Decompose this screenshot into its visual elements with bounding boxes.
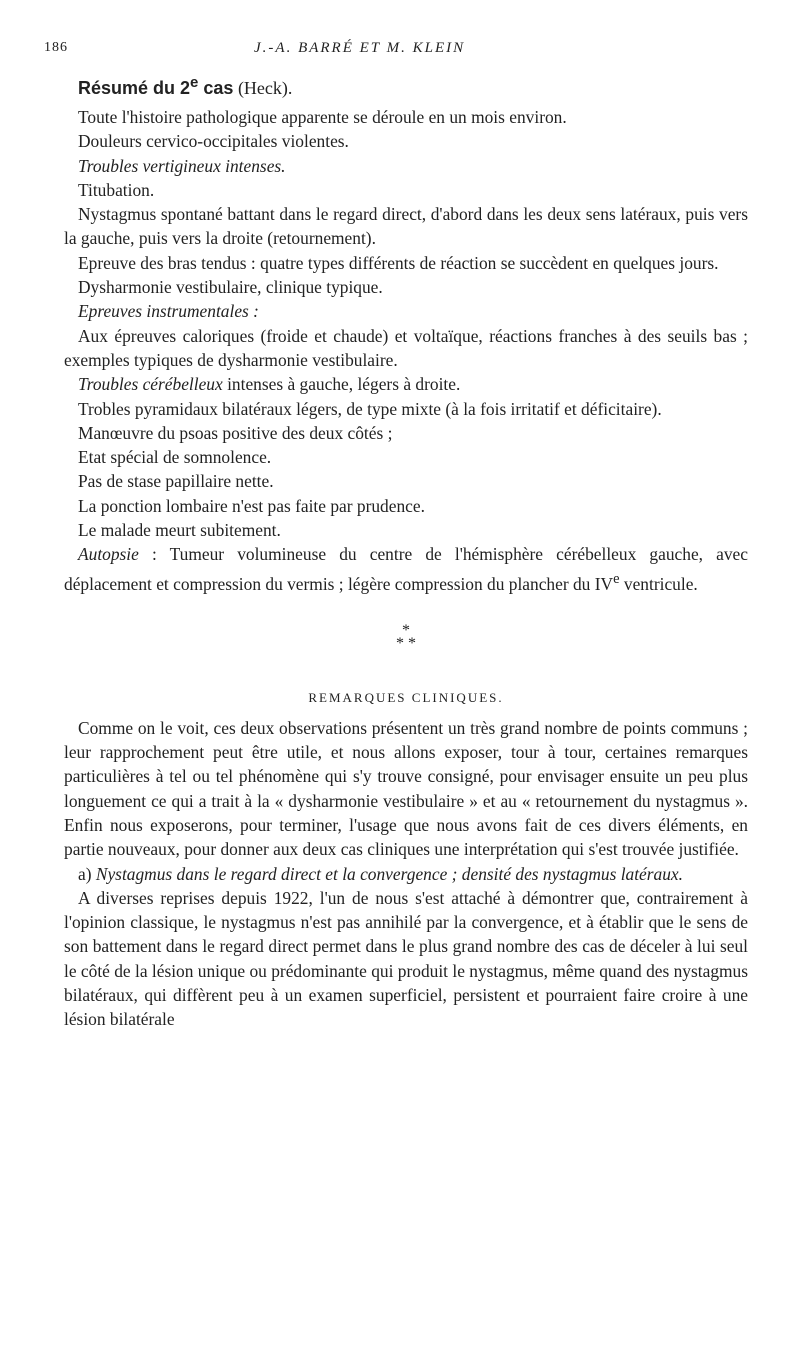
subsection-heading <box>64 862 748 886</box>
page-number: 186 <box>44 40 68 55</box>
asterism-ornament <box>64 621 748 652</box>
paragraph: Douleurs cervico-occipitales violentes. <box>78 131 349 152</box>
italic-lead: Autopsie <box>78 544 139 565</box>
paragraph: A diverses reprises depuis 1922, l'un de nous s'est attaché à démontrer que, contrairement à l'opinion classique, le nystagmus n'est pas annihilé par la convergence, et à établir que le sens de son battement dans le regard direct permet dans le plus grand nombre des cas de déceler à lui seul le côté de la lésion unique ou prédominante qui produit le nystagmus, même quand des nystagmus bilatéraux, qui diffèrent peu à un examen superficiel, persistent et pourraient faire croire à une lésion bilatérale <box>64 887 748 1030</box>
paragraph <box>64 372 748 396</box>
subsection-title: Nystagmus dans le regard direct et la convergence ; densité des nystagmus latéraux. <box>91 863 683 884</box>
paragraph: Manœuvre du psoas positive des deux côtés ; <box>78 422 393 443</box>
summary-heading-text: Résumé du 2 <box>78 78 191 98</box>
paragraph: Toute l'histoire pathologique apparente se déroule en un mois environ. <box>78 107 567 127</box>
paragraph: Titubation. <box>78 179 155 200</box>
paragraph: Aux épreuves caloriques (froide et chaude) et voltaïque, réactions franches à des seuils bas ; exemples typiques de dysharmonie vestibulaire. <box>64 325 748 370</box>
paragraph <box>64 542 748 595</box>
paragraph: Comme on le voit, ces deux observations présentent un très grand nombre de points communs ; leur rapprochement peut être utile, et nous allons exposer, tour à tour, certaines remarques particulières à tel ou tel phénomène qui s'y trouve consigné, pour envisager ensuite un peu plus longuement ce qui a trait à la « dysharmonie vestibulaire » et au « retournement du nystagmus ». Enfin nous exposerons, pour terminer, l'usage que nous avons fait de ces divers éléments, en partie nouveaux, pour donner aux deux cas cliniques une interprétation qui s'est trouvée justifiée. <box>64 717 748 860</box>
subsection-label: a) <box>78 863 92 884</box>
paragraph: Le malade meurt subitement. <box>78 520 281 541</box>
italic-lead: Troubles cérébelleux <box>78 374 223 395</box>
paragraph: Dysharmonie vestibulaire, clinique typique. <box>78 277 383 298</box>
section-heading: REMARQUES CLINIQUES. <box>308 689 504 705</box>
paragraph: Nystagmus spontané battant dans le regard direct, d'abord dans les deux sens latéraux, puis vers la gauche, puis vers la droite (retournement). <box>64 204 748 249</box>
paragraph: Epreuve des bras tendus : quatre types différents de réaction se succèdent en quelques jours. <box>78 252 719 273</box>
paragraph-end: ventricule. <box>619 573 698 594</box>
running-title: J.-A. BARRÉ ET M. KLEIN <box>254 40 466 56</box>
paragraph: Troubles vertigineux intenses. <box>78 155 286 176</box>
running-head <box>44 38 748 68</box>
summary-heading-rest: cas <box>198 78 234 98</box>
asterism-bottom: * * <box>396 634 416 652</box>
paragraph: Trobles pyramidaux bilatéraux légers, de type mixte (à la fois irritatif et déficitaire). <box>78 398 662 419</box>
paragraph: Etat spécial de somnolence. <box>78 447 272 468</box>
paragraph: Pas de stase papillaire nette. <box>78 471 274 492</box>
asterism-top: * <box>402 621 410 639</box>
paragraph: La ponction lombaire n'est pas faite par prudence. <box>78 495 425 516</box>
paragraph-rest: : Tumeur volumineuse du centre de l'hémisphère cérébelleux gauche, avec déplacement et compression du vermis ; légère compression du plancher du IV <box>64 544 748 594</box>
summary-heading <box>78 74 748 99</box>
summary-heading-case: (Heck). <box>233 78 293 98</box>
summary-heading-sup: e <box>190 74 199 91</box>
paragraph: Epreuves instrumentales : <box>78 301 259 322</box>
paragraph-rest: intenses à gauche, légers à droite. <box>222 374 461 395</box>
main-text <box>64 74 748 1032</box>
superscript: e <box>613 570 620 587</box>
